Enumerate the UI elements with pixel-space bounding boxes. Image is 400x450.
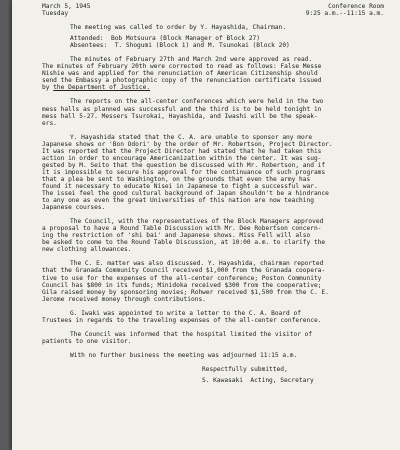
paragraph-letter [42,310,384,324]
paragraph-line: a proposal to have a Round Table Discussion with Mr. Dee Robertson concern- [42,225,322,233]
paragraph-line: G. Iwaki was appointed to write a letter to the C. A. Board of [70,309,301,317]
document-page [12,0,400,450]
paragraph-line: tive to use for the expenses of the all-center conference; Poston Community [42,274,322,282]
paragraph-line: patients to one visitor. [42,337,132,345]
paragraph-line: The C. E. matter was also discussed. Y. Hayashida, chairman reported [70,260,324,268]
paragraph-line: The issei feel the good cultural background of Japan shouldn't be a hindrance [42,190,329,198]
paragraph-line: mess halls as planned was successful and the third is to be held tonight in [42,105,322,113]
meeting-minutes [42,3,384,384]
header-row-2 [42,10,384,17]
opening-line: The meeting was called to order by Y. Hayashida, Chairman. [70,24,287,32]
paragraph-line: Gila raised money by sponsoring movies; Rohwer received $1,500 from the C. E. [42,288,329,296]
paragraph-line: send the Embassy a photographic copy of the renunciation certificate issued [42,77,322,85]
paragraph-line: ers. [42,119,57,127]
line-prefix: by [42,84,54,92]
paragraph-line: that the Granada Community Council received $1,000 from the Granada coopera- [42,267,326,275]
paragraph-line: ing the restriction of 'shi bai' and Japanese shows. Miss Fell will also [42,232,311,240]
meeting-place: Conference Room [328,3,384,10]
paragraph-line: With no further business the meeting was adjourned 11:15 a.m. [70,351,298,359]
paragraph-line: that a plea be sent to Washington, on the grounds that even the army has [42,175,311,183]
paragraph-line: found it necessary to educate Nisei in Japanese to fight a successful war. [42,182,318,190]
paragraph-line: It was reported that the Project Director had stated that he had taken this [42,147,322,155]
paragraph-minutes-approval [42,56,384,91]
paragraph-adjourn [42,352,384,359]
paragraph-ce-matter [42,260,384,302]
paragraph-line: The minutes of February 27th and March 2nd were approved as read. [70,56,313,64]
paragraph-line [42,84,384,91]
paragraph-line: The Council, with the representatives of the Block Managers approved [70,218,324,226]
paragraph-japanese-shows [42,134,384,212]
paragraph-line: Council has $800 in its funds; Minidoka received $300 from the cooperative; [42,281,322,289]
paragraph-line: Jerome received money through contributions. [42,295,206,303]
paragraph-line: The Council was informed that the hospital limited the visitor of [70,330,313,338]
paragraph-line: Japanese courses. [42,204,106,212]
attended-line: Attended: Bob Motsuura (Block Manager of Block 27) [70,35,260,43]
paragraph-line: new clothing allowances. [42,246,132,254]
paragraph-conference-reports [42,98,384,126]
paragraph-line: to any one as even the great Universities of this nation are now teaching [42,197,314,205]
paragraph-line: The minutes of February 20th were corrected to read as follows: False Messe [42,63,322,71]
paragraph-line: Nishie was and applied for the renunciation of American Citizenship should [42,70,318,78]
closing-line: Respectfully submitted, [202,365,288,373]
header-row-1 [42,3,384,10]
paragraph-hospital [42,331,384,345]
meeting-day: Tuesday [42,10,69,18]
paragraph-line: it is impossible to secure his approval for the continuance of such programs [42,168,326,176]
paragraph-line: be asked to come to the Round Table Discussion, at 10:00 a.m. to clarify the [42,239,326,247]
meeting-date: March 5, 1945 [42,3,91,10]
paragraph-line: gested by M. Seito that the question be discussed with Mr. Robertson, and if [42,161,326,169]
paragraph-line: mess hall 5-27. Messers Tsurokai, Hayashida, and Iwashi will be the speak- [42,112,318,120]
paragraph-round-table [42,218,384,253]
paragraph-line: action in order to encourage Americanization within the center. It was sug- [42,154,322,162]
paragraph-line: Japanese shows or 'Bon Odori' by the order of Mr. Robertson, Project Director. [42,140,333,148]
underlined-text: the Department of Justice. [53,84,151,92]
signature-line: S. Kawasaki Acting, Secretary [202,376,314,384]
paragraph-line: The reports on the all-center conferences which were held in the two [70,98,324,106]
meeting-time: 9:25 a.m.--11:15 a.m. [305,10,384,18]
paragraph-line: Y. Hayashida stated that the C. A. are unable to sponsor any more [70,133,313,141]
absentees-line: Absentees: T. Shogumi (Block 1) and M. Tsunokai (Block 20) [70,42,290,50]
paragraph-line: Trustees in regards to the traveling expenses of the all-center conference. [42,316,322,324]
